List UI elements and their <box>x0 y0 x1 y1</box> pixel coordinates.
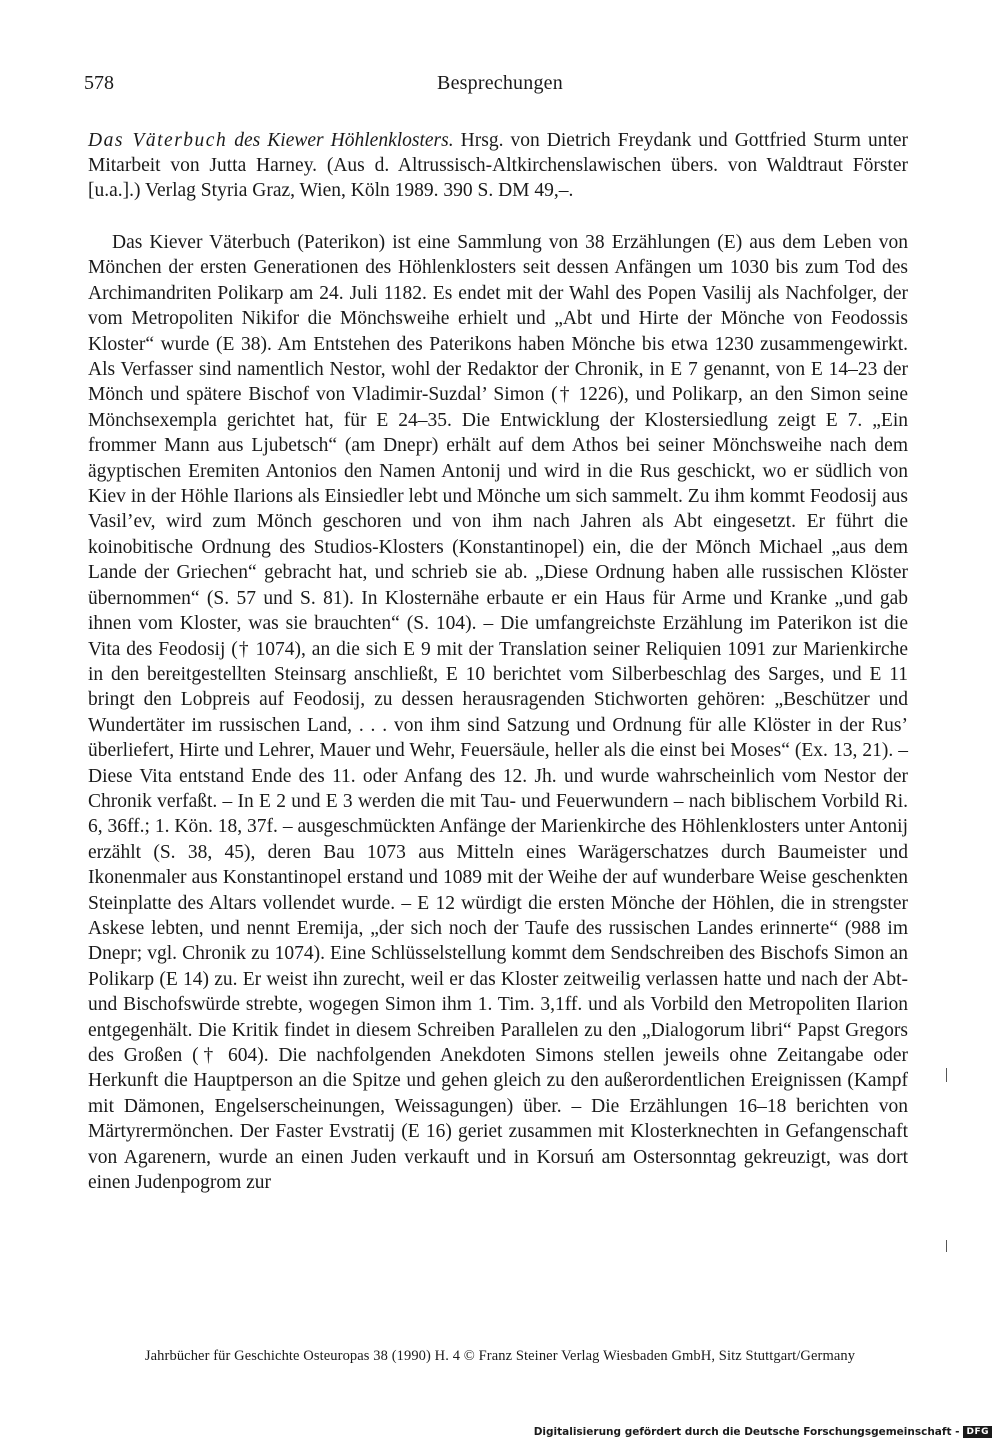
running-head: Besprechungen <box>437 72 563 94</box>
citation-subtitle: des Kiewer Höhlenklosters. <box>234 130 454 151</box>
dfg-logo: DFG <box>963 1426 992 1438</box>
digitization-note <box>534 1426 992 1438</box>
review-body: Das Kiever Väterbuch (Paterikon) ist eine Sammlung von 38 Erzählungen (E) aus dem Leben von Mönchen der ersten Generationen des Höhlenklosters seit dessen Anfängen um 1030 bis zum Tod des Archimandriten Polikarp am 24. Juli 1182. Es endet mit der Wahl des Popen Vasilij als Nachfolger, der vom Metropoliten Nikifor die Mönchsweihe erhielt und „Abt und Hirte der Mönche von Feodossis Kloster“ wurde (E 38). Am Entstehen des Paterikons haben Mönche bis etwa 1230 zusammengewirkt. Als Verfasser sind namentlich Nestor, wohl der Redaktor der Chronik, in E 7 genannt, von E 14–23 der Mönch und spätere Bischof von Vladimir-Suzdal’ Simon († 1226), und Polikarp, an den Simon seine Mönchsexempla gerichtet hat, für E 24–35. Die Entwicklung der Klostersiedlung zeigt E 7. „Ein frommer Mann aus Ljubetsch“ (am Dnepr) erhält auf dem Athos bei seiner Mönchsweihe nach dem ägyptischen Eremiten Antonios den Namen Antonij und wird in die Rus geschickt, wo er südlich von Kiev in der Höhle Ilarions als Einsiedler lebt und Mönche um sich sammelt. Zu ihm kommt Feodosij aus Vasil’ev, wird zum Mönch geschoren und von ihm nach Jahren als Abt eingesetzt. Er führt die koinobitische Ordnung des Studios-Klosters (Konstantinopel) ein, die der Mönch Michael „aus dem Lande der Griechen“ gebracht hat, und schrieb sie ab. „Diese Ordnung haben alle russischen Klöster übernommen“ (S. 57 und S. 81). In Klosternähe erbaute er ein Haus für Arme und Kranke „und gab ihnen vom Kloster, was sie brauchten“ (S. 104). – Die umfangreichste Erzählung im Paterikon ist die Vita des Feodosij († 1074), an die sich E 9 mit der Translation seiner Reliquien 1091 zur Marienkirche in den bereitgestellten Steinsarg anschließt, E 10 berichtet vom Silberbeschlag des Sarges, und E 11 bringt den Lobpreis auf Feodosij, zu dessen herausragenden Stichworten gehören: „Beschützer und Wundertäter im russischen Land, . . . von ihm sind Satzung und Ordnung für alle Klöster in der Rus’ überliefert, Hirte und Lehrer, Mauer und Wehr, Feuersäule, heller als die einst bei Moses“ (Ex. 13, 21). – Diese Vita entstand Ende des 11. oder Anfang des 12. Jh. und wurde wahrscheinlich vom Nestor der Chronik verfaßt. – In E 2 und E 3 werden die mit Tau- und Feuerwundern – nach biblischem Vorbild Ri. 6, 36ff.; 1. Kön. 18, 37f. – ausgeschmückten Anfänge der Marienkirche des Höhlenklosters unter Antonij erzählt (S. 38, 45), deren Bau 1073 aus Mitteln eines Warägerschatzes durch Baumeister und Ikonenmaler aus Konstantinopel erstand und 1089 mit der Weihe der auf wunderbare Weise geschenkten Steinplatte des Altars vollendet wurde. – E 12 würdigt die ersten Mönche der Höhlen, die in strengster Askese lebten, und nennt Eremija, „der sich noch der Taufe des russischen Landes erinnerte“ (988 im Dnepr; vgl. Chronik zu 1074). Eine Schlüsselstellung kommt dem Sendschreiben des Bischofs Simon an Polikarp (E 14) zu. Er weist ihn zurecht, weil er das Kloster zeitweilig verlassen hatte und nach der Abt- und Bischofswürde strebte, wogegen Simon ihm 1. Tim. 3,1ff. und als Vorbild den Metropoliten Ilarion entgegenhält. Die Kritik findet in diesem Schreiben Parallelen zu den „Dialogorum libri“ Papst Gregors des Großen († 604). Die nachfolgenden Anekdoten Simons stellen jeweils ohne Zeitangabe oder Herkunft die Hauptperson an die Spitze und gehen gleich zu den außerordentlichen Ereignissen (Kampf mit Dämonen, Engelserscheinungen, Weissagungen) über. – Die Erzählungen 16–18 berichten von Märtyrermönchen. Der Faster Evstratij (E 16) geriet zusammen mit Klosterknechten in Gefangenschaft von Agarenern, wurde an einen Juden verkauft und in Korsuń am Ostersonntag gekreuzigt, was dort einen Judenpogrom zur <box>88 232 908 1194</box>
citation <box>88 128 908 203</box>
digitization-text: Digitalisierung gefördert durch die Deutsche Forschungsgemeinschaft - <box>533 1426 960 1438</box>
page-number: 578 <box>84 72 114 94</box>
citation-details: Hrsg. von Dietrich Freydank und Gottfried Sturm unter Mitarbeit von Jutta Harney. (Aus d. Altrussisch-Altkirchenslawischen übers. von Waldtraut Förster [u.a.].) Verlag Styria Graz, Wien, Köln 1989. 390 S. DM 49,–. <box>88 130 909 201</box>
journal-footer: Jahrbücher für Geschichte Osteuropas 38 (1990) H. 4 © Franz Steiner Verlag Wiesbaden GmbH, Sitz Stuttgart/Germany <box>144 1348 856 1364</box>
scan-mark-2 <box>946 1240 947 1252</box>
citation-title: Das Väterbuch <box>88 130 228 151</box>
scan-mark-1 <box>946 1068 947 1082</box>
